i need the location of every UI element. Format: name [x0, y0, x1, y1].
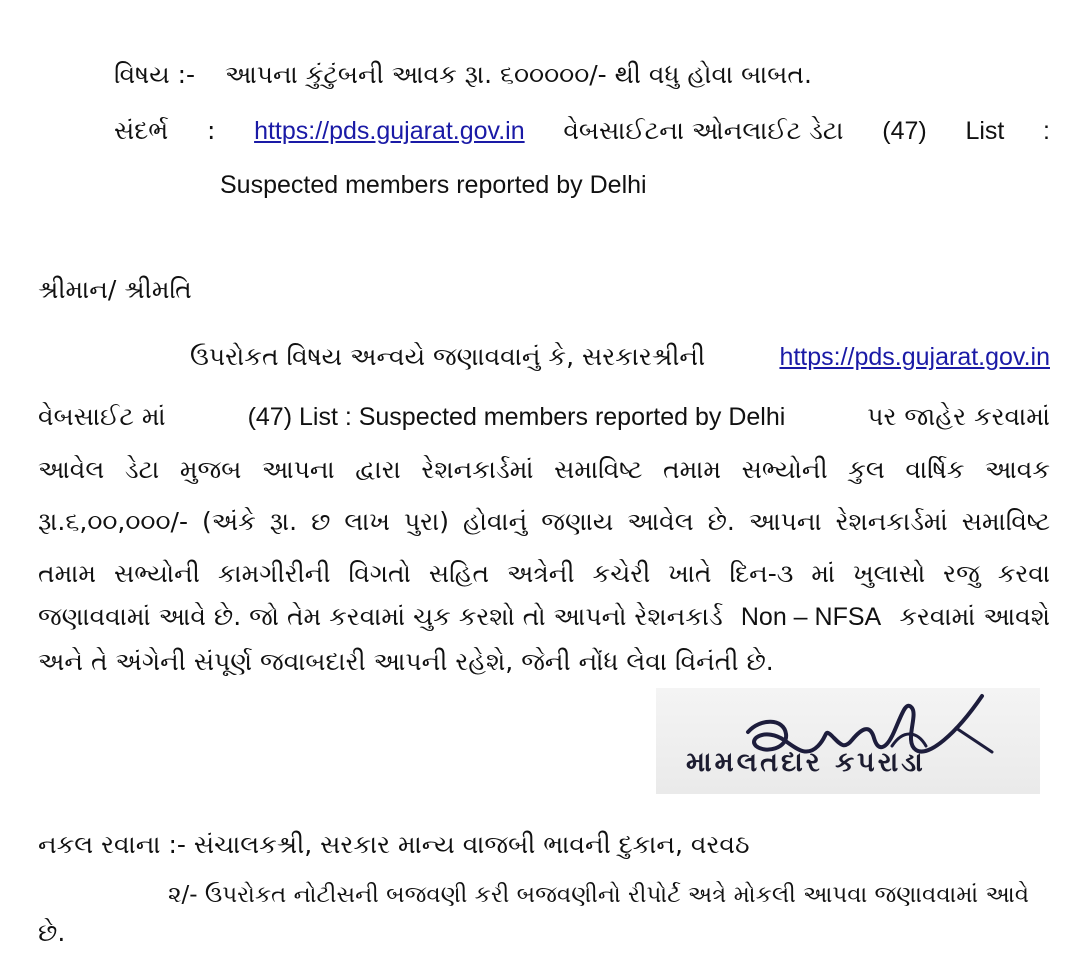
body-line-1-text: ઉપરોકત વિષય અન્વયે જણાવવાનું કે, સરકારશ્રીની	[190, 342, 706, 371]
reference-colon-2: :	[1043, 117, 1050, 145]
reference-line-2: Suspected members reported by Delhi	[220, 171, 647, 199]
body-line-6-b: Non – NFSA	[740, 603, 882, 631]
reference-colon: :	[206, 116, 216, 145]
body-line-6-a: જણાવવામાં આવે છે. જો તેમ કરવામાં ચુક કરશો તો આપનો રેશનકાર્ડ	[38, 602, 723, 631]
subject-label: વિષય :-	[114, 60, 196, 89]
reference-list-word: List	[965, 117, 1005, 145]
reference-line	[114, 114, 1050, 148]
body-line-1	[190, 340, 1050, 374]
signature-caption: મામલતદાર કપરાડા	[686, 747, 926, 778]
reference-url-link[interactable]: https://pds.gujarat.gov.in	[254, 117, 525, 145]
subject-text: આપના કુંટુંબની આવક રૂા. ૬૦૦૦૦૦/- થી વધુ હોવા બાબત.	[224, 60, 812, 89]
reference-list-no: (47)	[882, 117, 927, 145]
body-line-2	[38, 400, 1050, 434]
salutation: શ્રીમાન/ શ્રીમતિ	[38, 275, 192, 304]
body-line-2-a: વેબસાઈટ માં	[38, 402, 166, 431]
copy-line-3: છે.	[38, 918, 66, 947]
body-line-2-b: (47) List : Suspected members reported by Delhi	[247, 403, 786, 431]
body-line-3: આવેલ ડેટા મુજબ આપના દ્વારા રેશનકાર્ડમાં સમાવિષ્ટ તમામ સભ્યોની કુલ વાર્ષિક આવક	[38, 455, 1050, 484]
body-line-5: તમામ સભ્યોની કામગીરીની વિગતો સહિત અત્રેની કચેરી ખાતે દિન-૩ માં ખુલાસો રજુ કરવા	[38, 559, 1050, 588]
copy-line-1: નકલ રવાના :- સંચાલકશ્રી, સરકાર માન્ય વાજબી ભાવની દુકાન, વરવઠ	[38, 830, 750, 859]
reference-label: સંદર્ભ	[114, 116, 169, 145]
subject-line	[114, 58, 812, 92]
reference-after-url: વેબસાઈટના ઓનલાઈટ ડેટા	[563, 116, 844, 145]
body-url-link[interactable]: https://pds.gujarat.gov.in	[779, 343, 1050, 371]
body-line-7: અને તે અંગેની સંપૂર્ણ જવાબદારી આપની રહેશે, જેની નોંધ લેવા વિનંતી છે.	[38, 647, 774, 676]
body-line-4: રૂા.૬,૦૦,૦૦૦/- (અંકે રૂા. છ લાખ પુરા) હોવાનું જણાય આવેલ છે. આપના રેશનકાર્ડમાં સમાવિષ્ટ	[38, 507, 1050, 536]
copy-line-2: ૨/- ઉપરોકત નોટીસની બજવણી કરી બજવણીનો રીપોર્ટ અત્રે મોકલી આપવા જણાવવામાં આવે	[168, 882, 1030, 908]
body-line-6	[38, 600, 1050, 634]
body-line-6-c: કરવામાં આવશે	[899, 602, 1050, 631]
body-line-2-c: પર જાહેર કરવામાં	[867, 402, 1050, 431]
